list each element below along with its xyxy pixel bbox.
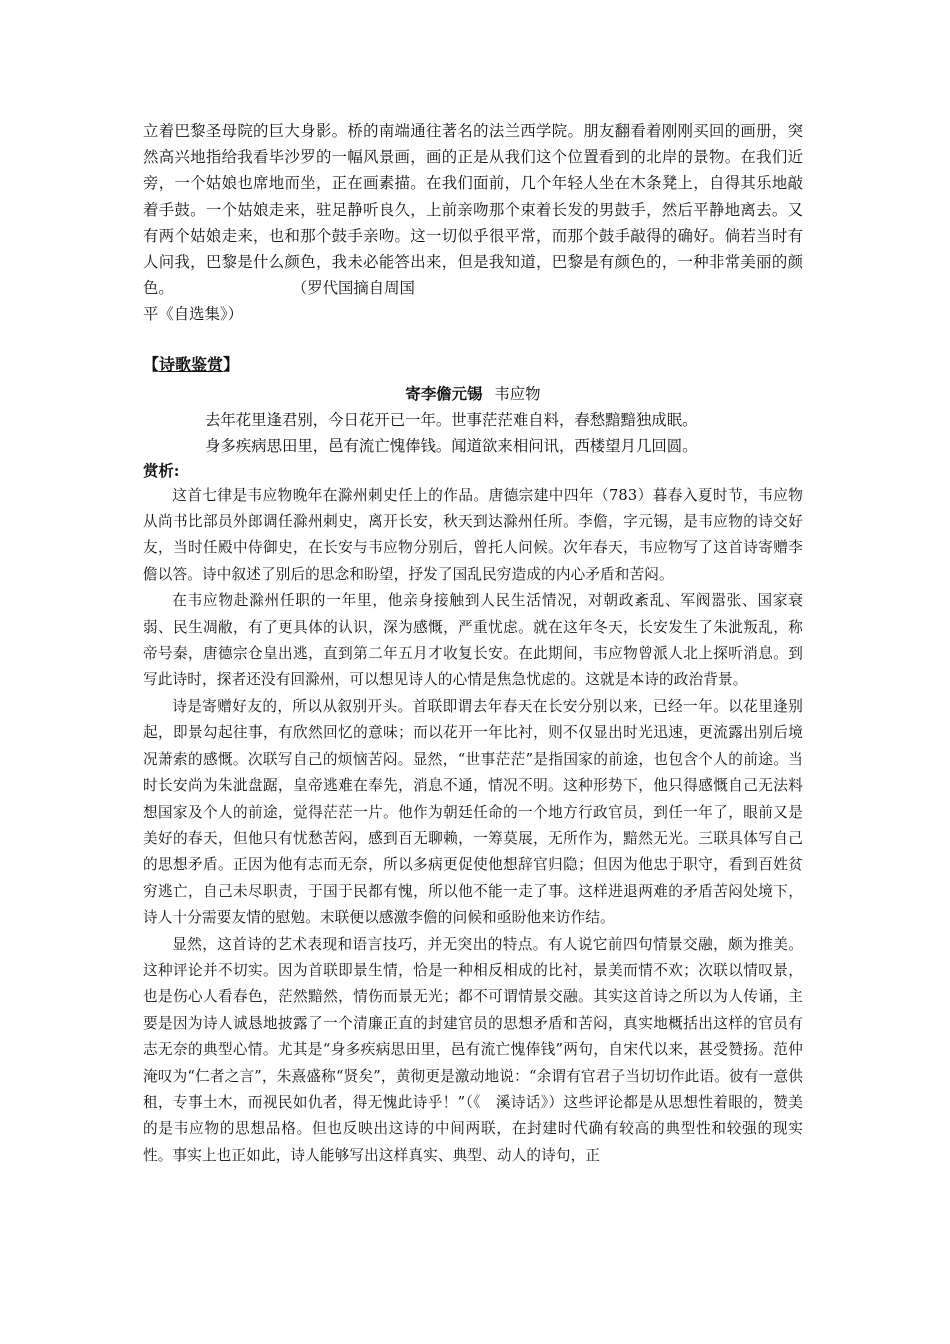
poem-title: 寄李儋元锡 (405, 384, 483, 403)
poem-heading (143, 382, 803, 407)
analysis-paragraph-3: 诗是寄赠好友的，所以从叙别开头。首联即谓去年春天在长安分别以来，已经一年。以花里逢别起，即景勾起往事，有欣然回忆的意味；而以花开一年比衬，则不仅显出时光迅速，更流露出别后境况萧索的感慨。次联写自己的烦恼苦闷。显然，“世事茫茫”是指国家的前途，也包含个人的前途。当时长安尚为朱泚盘踞，皇帝逃难在奉先，消息不通，情况不明。这种形势下，他只得感慨自己无法料想国家及个人的前途，觉得茫茫一片。他作为朝廷任命的一个地方行政官员，到任一年了，眼前又是美好的春天，但他只有忧愁苦闷，感到百无聊赖，一筹莫展，无所作为，黯然无光。三联具体写自己的思想矛盾。正因为他有志而无奈，所以多病更促使他想辞官归隐；但因为他忠于职守，看到百姓贫穷逃亡，自己未尽职责，于国于民都有愧，所以他不能一走了事。这样进退两难的矛盾苦闷处境下，诗人十分需要友情的慰勉。末联便以感激李儋的问候和亟盼他来访作结。 (143, 697, 803, 927)
analysis-paragraph-1: 这首七律是韦应物晚年在滁州刺史任上的作品。唐德宗建中四年（783）暮春入夏时节，韦应物从尚书比部员外郎调任滁州刺史，离开长安，秋天到达滁州任所。李儋，字元锡，是韦应物的诗交好友，当时任殿中侍御史，在长安与韦应物分别后，曾托人问候。次年春天，韦应物写了这首诗寄赠李儋以答。诗中叙述了别后的思念和盼望，抒发了国乱民穷造成的内心矛盾和苦闷。 (143, 486, 803, 583)
analysis-paragraph-4: 显然，这首诗的艺术表现和语言技巧，并无突出的特点。有人说它前四句情景交融，颇为推美。这种评论并不切实。因为首联即景生情，恰是一种相反相成的比衬，景美而情不欢；次联以情叹景，也是伤心人看春色，茫然黯然，情伤而景无光；都不可谓情景交融。其实这首诗之所以为人传诵，主要是因为诗人诚恳地披露了一个清廉正直的封建官员的思想矛盾和苦闷，真实地概括出这样的官员有志无奈的典型心情。尤其是“身多疾病思田里，邑有流亡愧俸钱”两句，自宋代以来，甚受赞扬。范仲淹叹为“仁者之言”，朱熹盛称“贤矣”，黄彻更是激动地说：“余谓有官君子当切切作此语。彼有一意供租，专事土木，而视民如仇者，得无愧此诗乎！”（《 溪诗话》）这些评论都是从思想性着眼的，赞美的是韦应物的思想品格。但也反映出这诗的中间两联，在封建时代确有较高的典型性和较强的现实性。事实上也正如此，诗人能够写出这样真实、典型、动人的诗句，正 (143, 935, 803, 1164)
intro-section (143, 118, 803, 328)
poem-author: 韦应物 (494, 384, 541, 403)
heading-close-bracket: 】 (223, 354, 240, 374)
source-note-end: 平《自选集》） (143, 305, 244, 324)
heading-title: 诗歌鉴赏 (159, 354, 224, 374)
analysis-label: 赏析: (143, 461, 180, 480)
document-page (143, 118, 803, 1169)
heading-open-bracket: 【 (143, 354, 160, 374)
intro-text: 立着巴黎圣母院的巨大身影。桥的南端通往著名的法兰西学院。朋友翻看着刚刚买回的画册，突然高兴地指给我看毕沙罗的一幅风景画，画的正是从我们这个位置看到的北岸的景物。在我们近旁，一个姑娘也席地而坐，正在画素描。在我们面前，几个年轻人坐在木条凳上，自得其乐地敲着手鼓。一个姑娘走来，驻足静听良久，上前亲吻那个束着长发的男鼓手，然后平静地离去。又有两个姑娘走来，也和那个鼓手亲吻。这一切似乎很平常，而那个鼓手敲得的确好。倘若当时有人问我，巴黎是什么颜色，我未必能答出来，但是我知道，巴黎是有颜色的，一种非常美丽的颜色。 (143, 122, 803, 298)
poem-line-1: 去年花里逢君别，今日花开已一年。世事茫茫难自料，春愁黯黯独成眠。 (205, 410, 698, 429)
analysis-body (143, 483, 803, 1170)
analysis-paragraph-2: 在韦应物赴滁州任职的一年里，他亲身接触到人民生活情况，对朝政紊乱、军阀嚣张、国家衰弱、民生凋敝，有了更具体的认识，深为感慨，严重忧虑。就在这年冬天，长安发生了朱泚叛乱，称帝号秦，唐德宗仓皇出逃，直到第二年五月才收复长安。在此期间，韦应物曾派人北上探听消息。到写此诗时，探者还没有回滁州，可以想见诗人的心情是焦急忧虑的。这就是本诗的政治背景。 (143, 592, 803, 689)
source-note-start: （罗代国摘自周国 (291, 279, 415, 298)
poem-line-2: 身多疾病思田里，邑有流亡愧俸钱。闻道欲来相问讯，西楼望月几回圆。 (205, 436, 698, 455)
section-heading (143, 352, 803, 378)
intro-paragraph (143, 118, 803, 301)
